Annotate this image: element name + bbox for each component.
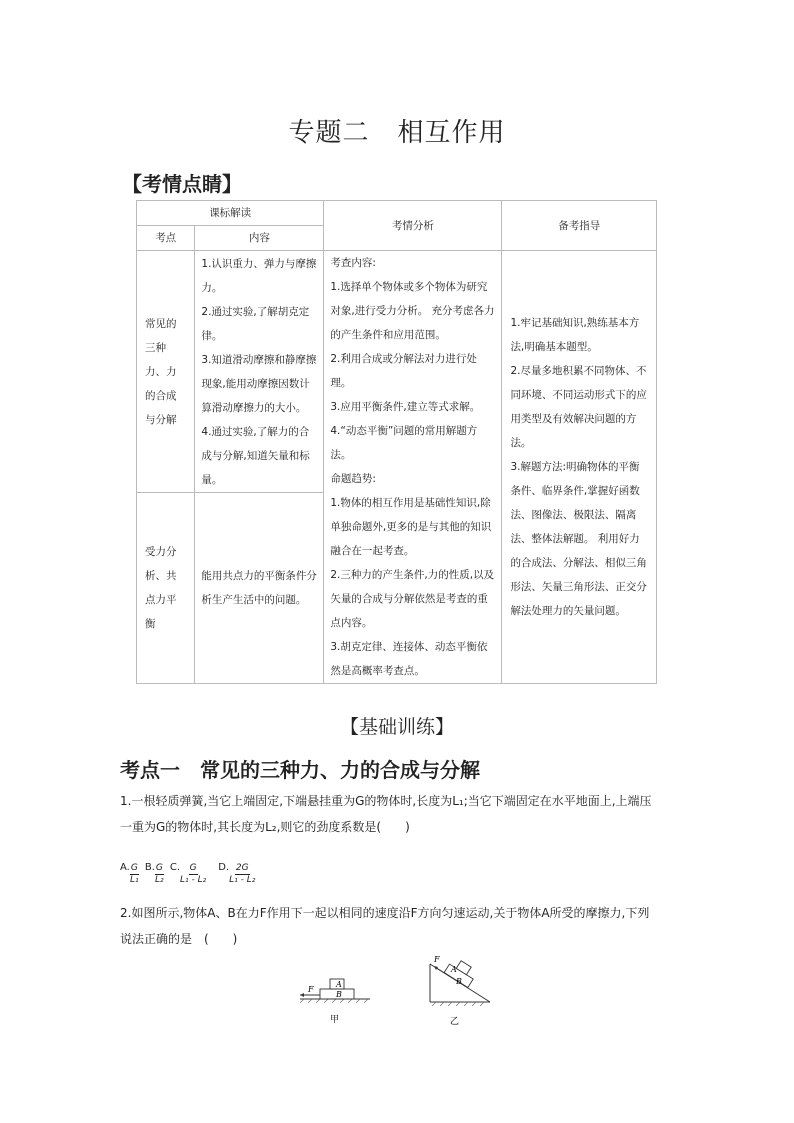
row2-point-line: 衡 [145,618,156,631]
option-denominator: L₁ - L₂ [180,875,207,885]
analysis-item: 3.胡克定律、连接体、动态平衡依然是高概率考查点。 [330,641,488,677]
page-title [0,112,794,149]
row1-point-line: 的合成 [145,389,177,402]
option-numerator: G [130,863,138,873]
title-right: 相互作用 [397,118,506,148]
row2-point-line: 点力平 [145,594,177,607]
row1-point-line: 与分解 [145,413,177,426]
guide-cell [502,251,657,684]
caption-yi: 乙 [450,1017,460,1027]
figure-yi [430,955,490,1027]
question-1-line: 1.一根轻质弹簧,当它上端固定,下端悬挂重为G的物体时,长度为L₁;当它下端固定在水平地面上,上端压 [120,794,652,808]
analysis-item: 1.物体的相互作用是基础性知识,除单独命题外,更多的是与其他的知识融合在一起考查。 [330,497,492,557]
question-2 [120,900,680,952]
topic-heading: 考点一 常见的三种力、力的合成与分解 [120,758,480,782]
header-group: 课标解读 [137,201,324,226]
guide-item: 3.解题方法:明确物体的平衡条件、临界条件,掌握好函数法、图像法、极限法、隔离法、整体法解题。 利用好力的合成法、分解法、相似三角形法、矢量三角形法、正交分解法处理力的矢量问题。 [510,461,647,617]
option-label: C. [169,862,181,873]
question-1-options [120,862,255,886]
figure-jia [300,979,370,1025]
option-label: A. [120,862,130,873]
analysis-item: 3.应用平衡条件,建立等式求解。 [330,401,481,413]
option-d[interactable] [218,862,255,886]
option-numerator: G [189,863,197,873]
option-label: D. [218,862,230,873]
option-b[interactable] [145,862,164,886]
label-f: F [308,985,314,994]
analysis-cell [324,251,502,684]
option-a[interactable] [120,862,139,886]
section-basic-heading: 【基础训练】 [339,716,454,738]
question-2-line: 2.如图所示,物体A、B在力F作用下一起以相同的速度沿F方向匀速运动,关于物体A所受的摩擦力,下列 [120,906,650,920]
row1-point-line: 常见的 [145,317,177,330]
option-denominator: L₂ [155,875,164,885]
analysis-item: 考查内容: [330,257,376,269]
question-2-figure [290,952,510,1027]
row1-point [137,251,195,493]
analysis-item: 1.选择单个物体或多个物体为研究对象,进行受力分析。 充分考虑各力的产生条件和应用范围。 [330,281,495,341]
content-item: 2.通过实验,了解胡克定律。 [201,305,310,342]
caption-jia: 甲 [330,1015,340,1025]
content-item: 能用共点力的平衡条件分析生产生活中的问题。 [201,570,317,607]
guide-item: 2.尽量多地积累不同物体、不同环境、不同运动形式下的应用类型及有效解决问题的方法。 [510,365,647,449]
guide-item: 1.牢记基础知识,熟练基本方法,明确基本题型。 [510,317,640,353]
content-item: 1.认识重力、弹力与摩擦力。 [201,257,317,294]
exam-analysis-table [136,200,657,684]
option-numerator: 2G [235,863,249,873]
header-point: 考点 [137,226,195,251]
row1-point-line: 三种 [145,341,166,354]
analysis-item: 2.三种力的产生条件,力的性质,以及矢量的合成与分解依然是考查的重点内容。 [330,569,495,629]
header-content: 内容 [195,226,324,251]
label-a: A [336,980,342,989]
question-1-line: 一重为G的物体时,其长度为L₂,则它的劲度系数是( ) [120,820,410,834]
option-label: B. [144,862,155,873]
label-b: B [336,990,342,999]
label-f: F [434,955,440,964]
option-c[interactable] [170,862,206,886]
content-item: 3.知道滑动摩擦和静摩擦现象,能用动摩擦因数计算滑动摩擦力的大小。 [201,353,317,414]
label-a: A [451,965,457,974]
question-2-line: 说法正确的是 ( ) [120,932,238,946]
row2-content [195,493,324,684]
option-denominator: L₁ [130,875,139,885]
header-guide: 备考指导 [502,201,657,251]
row2-point-line: 析、共 [145,570,177,583]
row2-point [137,493,195,684]
row1-point-line: 力、力 [145,365,177,378]
option-denominator: L₁ - L₂ [229,875,256,885]
label-b: B [456,977,462,986]
option-numerator: G [155,863,163,873]
header-analysis: 考情分析 [324,201,502,251]
analysis-item: 命题趋势: [330,473,376,485]
title-left: 专题二 [288,118,370,148]
question-1 [120,788,680,840]
row1-content [195,251,324,493]
section-exam-heading: 【考情点睛】 [122,172,242,196]
content-item: 4.通过实验,了解力的合成与分解,知道矢量和标量。 [201,425,310,486]
analysis-item: 4.“动态平衡”问题的常用解题方法。 [330,425,478,461]
row2-point-line: 受力分 [145,546,177,559]
analysis-item: 2.利用合成或分解法对力进行处理。 [330,353,477,389]
